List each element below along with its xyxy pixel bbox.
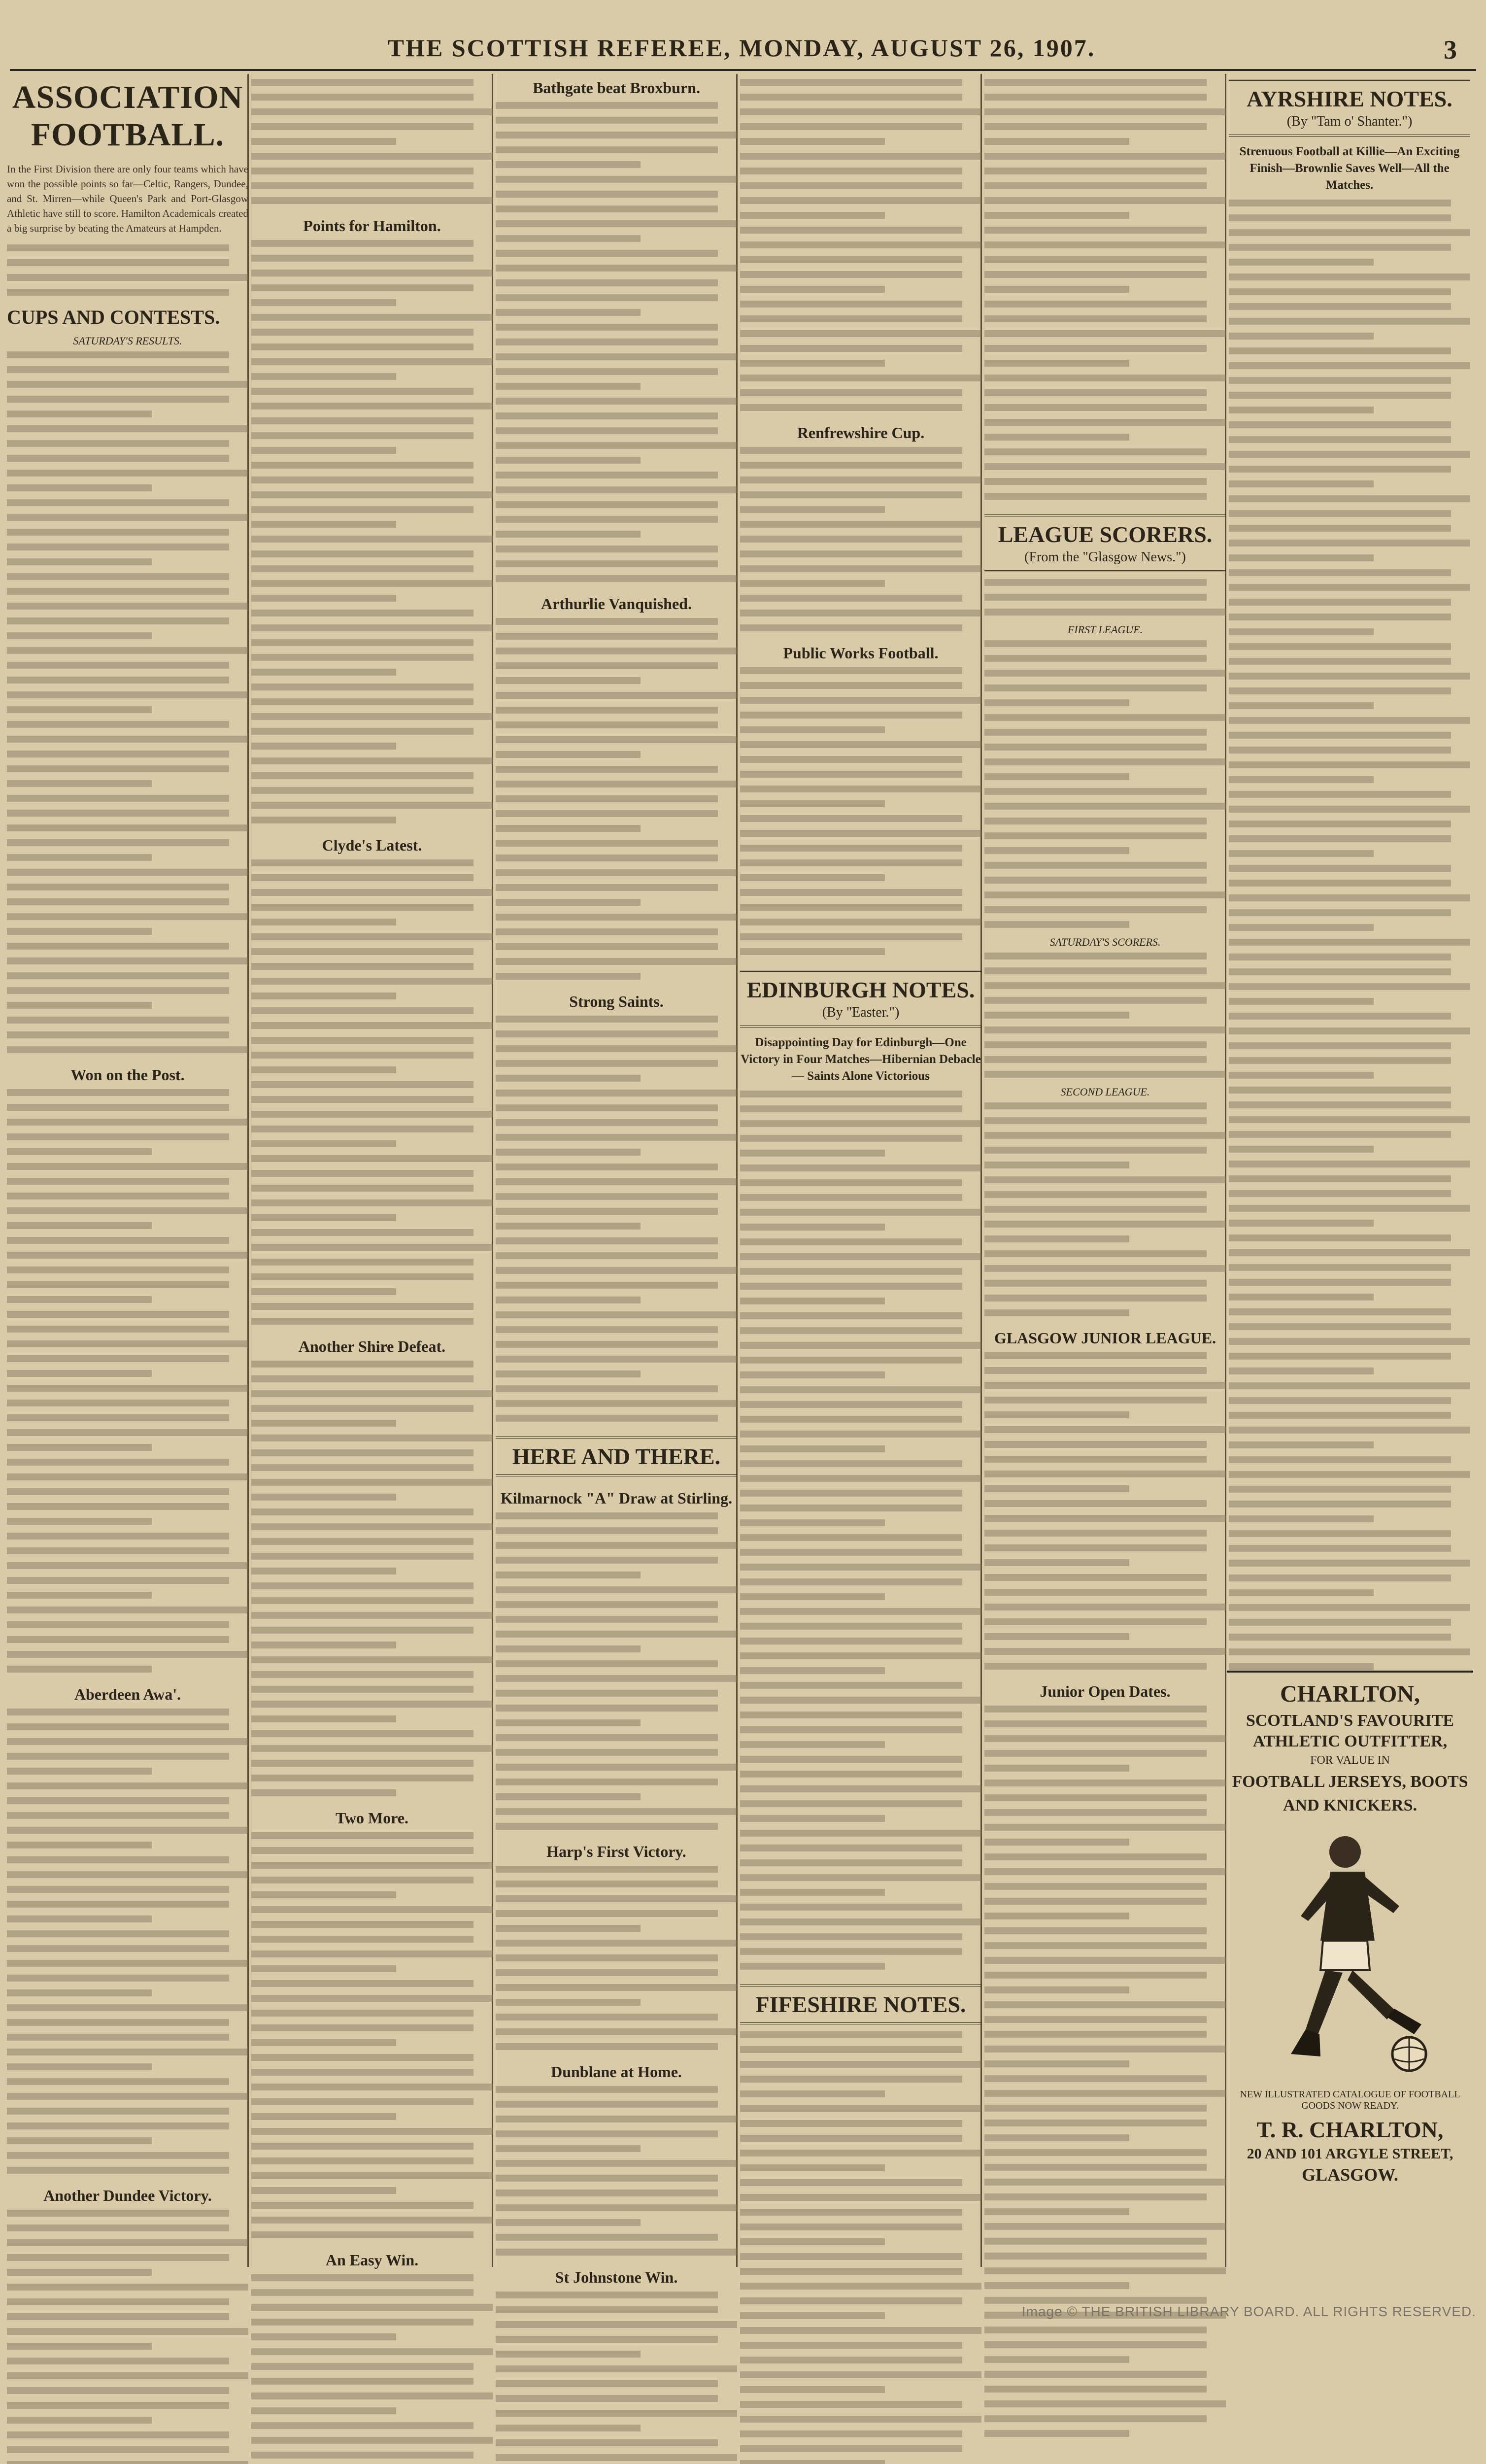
column-3 xyxy=(496,79,737,2286)
section-deck: Strenuous Football at Killie—An Exciting Finish—Brownlie Saves Well—All the Matches. xyxy=(1239,145,1460,192)
body-text xyxy=(740,79,981,411)
body-text xyxy=(740,2031,981,2464)
subhead: Another Shire Defeat. xyxy=(298,1337,446,1355)
subhead: An Easy Win. xyxy=(325,2251,419,2269)
fifeshire-notes-heading xyxy=(740,1985,981,2024)
body-text xyxy=(496,1866,737,2050)
table-heading: SECOND LEAGUE. xyxy=(1060,1086,1150,1098)
junior-table xyxy=(984,1352,1226,1670)
body-text xyxy=(496,2086,737,2256)
body-text xyxy=(251,1832,493,2238)
column-2 xyxy=(251,79,493,2267)
subhead: Another Dundee Victory. xyxy=(43,2187,212,2204)
ad-products: FOOTBALL JERSEYS, BOOTS AND KNICKERS. xyxy=(1232,1773,1468,1814)
body-text xyxy=(251,859,493,1325)
section-title: EDINBURGH NOTES. xyxy=(746,977,975,1002)
column-6 xyxy=(1229,79,1470,1666)
subhead: Dunblane at Home. xyxy=(551,2063,682,2081)
subhead: Junior Open Dates. xyxy=(1040,1682,1171,1700)
section-title: HERE AND THERE. xyxy=(512,1444,721,1469)
subhead: Two More. xyxy=(335,1809,409,1827)
masthead-rule xyxy=(10,69,1476,71)
subhead: Renfrewshire Cup. xyxy=(797,424,925,442)
ad-address: 20 AND 101 ARGYLE STREET, xyxy=(1247,2146,1453,2162)
body-text xyxy=(7,2210,248,2464)
edinburgh-notes-heading xyxy=(740,970,981,1027)
body-text xyxy=(496,102,737,582)
subhead: Clyde's Latest. xyxy=(322,836,422,854)
charlton-advertisement xyxy=(1227,1671,1473,2213)
table-heading: SATURDAY'S SCORERS. xyxy=(1049,936,1161,948)
subhead: Bathgate beat Broxburn. xyxy=(533,79,700,97)
ad-brand: CHARLTON, xyxy=(1280,1681,1420,1707)
scorers-table xyxy=(984,1102,1226,1316)
body-text xyxy=(740,667,981,955)
scorers-list xyxy=(984,953,1226,1078)
subhead: Won on the Post. xyxy=(70,1066,185,1084)
ad-rule xyxy=(1227,1671,1473,1673)
body-text xyxy=(7,244,248,296)
ad-catalogue: NEW ILLUSTRATED CATALOGUE OF FOOTBALL GOODS NOW READY. xyxy=(1240,2089,1460,2111)
table-heading: GLASGOW JUNIOR LEAGUE. xyxy=(994,1329,1216,1347)
body-text xyxy=(251,79,493,204)
table-heading: FIRST LEAGUE. xyxy=(1067,623,1143,636)
section-byline: (By "Tam o' Shanter.") xyxy=(1286,114,1413,129)
section-source: (From the "Glasgow News.") xyxy=(1024,549,1186,565)
open-dates-list xyxy=(984,1706,1226,2437)
copyright-watermark: Image © THE BRITISH LIBRARY BOARD. ALL RIGHTS RESERVED. xyxy=(1021,2304,1476,2319)
subhead: Public Works Football. xyxy=(783,644,939,662)
body-text xyxy=(251,1361,493,1796)
ad-tagline: SCOTLAND'S FAVOURITE xyxy=(1246,1711,1454,1730)
section-byline: (By "Easter.") xyxy=(822,1005,900,1020)
masthead xyxy=(15,31,1468,65)
section-title: AYRSHIRE NOTES. xyxy=(1247,86,1452,111)
ad-tagline: ATHLETIC OUTFITTER, xyxy=(1252,1732,1448,1750)
subhead: Kilmarnock "A" Draw at Stirling. xyxy=(500,1489,733,1507)
body-text xyxy=(496,2292,737,2464)
section-title: LEAGUE SCORERS. xyxy=(998,522,1213,547)
subhead: Arthurlie Vanquished. xyxy=(541,595,692,613)
body-text xyxy=(7,1709,248,2174)
column-1 xyxy=(7,79,248,2267)
subhead: Harp's First Victory. xyxy=(546,1843,686,1860)
body-text xyxy=(1229,200,1470,1670)
column-5 xyxy=(984,79,1226,2267)
subhead: Aberdeen Awa'. xyxy=(74,1685,181,1703)
footballer-illustration xyxy=(1247,1822,1453,2079)
league-scorers-heading xyxy=(984,514,1226,572)
body-text xyxy=(740,447,981,631)
intro-paragraph: In the First Division there are only four teams which have won the possible points so far—Celtic, Rangers, Dundee, and St. Mirren—while Queen's Park and Port-Glasgow Athletic have still to score. Hamilton Academicals created a big surprise by beating the Amateurs at Hampden. xyxy=(7,163,248,234)
ad-tagline: FOR VALUE IN xyxy=(1310,1754,1390,1767)
section-title: FIFESHIRE NOTES. xyxy=(755,1992,966,2017)
main-heading: ASSOCIATION FOOTBALL. xyxy=(12,79,243,153)
body-text xyxy=(984,579,1226,616)
subhead: Points for Hamilton. xyxy=(303,217,441,235)
body-text xyxy=(740,1091,981,1970)
here-and-there-heading xyxy=(496,1437,737,1476)
subhead: Strong Saints. xyxy=(569,992,664,1010)
results-list xyxy=(7,351,248,1053)
results-heading: SATURDAY'S RESULTS. xyxy=(73,335,182,347)
body-text xyxy=(496,1512,737,1830)
masthead-title: THE SCOTTISH REFEREE, MONDAY, AUGUST 26, 1907. xyxy=(387,34,1096,62)
body-text xyxy=(984,79,1226,500)
ad-city: GLASGOW. xyxy=(1302,2165,1398,2185)
section-deck: Disappointing Day for Edinburgh—One Victory in Four Matches—Hibernian Debacle — Saints Alone Victorious xyxy=(741,1036,981,1083)
body-text xyxy=(496,618,737,980)
cups-heading: CUPS AND CONTESTS. xyxy=(7,306,220,328)
body-text xyxy=(251,240,493,823)
page-number: 3 xyxy=(1444,35,1458,65)
scorers-table xyxy=(984,640,1226,928)
ayrshire-notes-heading xyxy=(1229,79,1470,137)
body-text xyxy=(496,1016,737,1422)
column-4 xyxy=(740,79,981,2267)
body-text xyxy=(7,1089,248,1673)
ad-name: T. R. CHARLTON, xyxy=(1256,2117,1444,2142)
subhead: St Johnstone Win. xyxy=(555,2268,678,2286)
body-text xyxy=(251,2274,493,2464)
